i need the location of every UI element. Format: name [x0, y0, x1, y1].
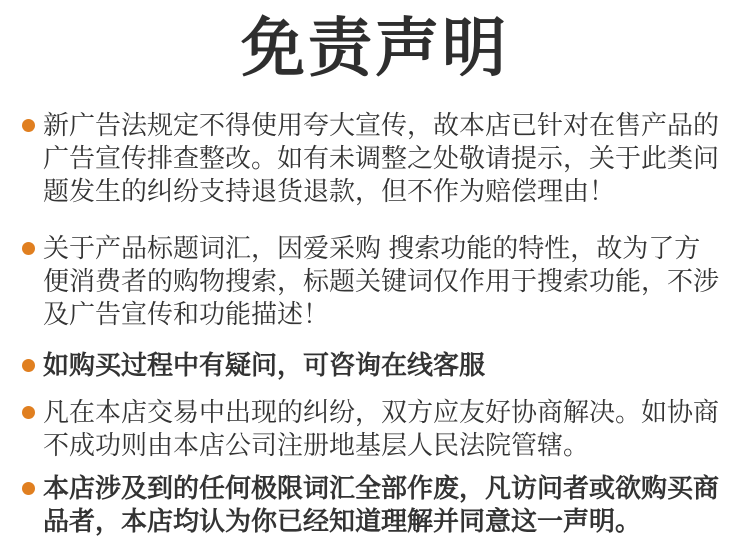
- list-item: [22, 472, 720, 538]
- bullet-dot-icon: [22, 242, 35, 255]
- list-item: [22, 349, 720, 382]
- page-title: 免责声明: [241, 12, 509, 84]
- list-item-text: 关于产品标题词汇，因爱采购 搜索功能的特性，故为了方便消费者的购物搜索，标题关键词仅作用于搜索功能，不涉及广告宣传和功能描述！: [43, 233, 720, 329]
- list-item-text: 如购买过程中有疑问，可咨询在线客服: [43, 350, 486, 380]
- list-item: [22, 232, 720, 331]
- bullet-dot-icon: [22, 406, 35, 419]
- bullet-dot-icon: [22, 359, 35, 372]
- bullet-dot-icon: [22, 482, 35, 495]
- list-item-text: 新广告法规定不得使用夸大宣传，故本店已针对在售产品的广告宣传排查整改。如有未调整之处敬请提示，关于此类问题发生的纠纷支持退货退款，但不作为赔偿理由！: [43, 110, 720, 206]
- disclaimer-list: [0, 109, 750, 538]
- list-item-text: 本店涉及到的任何极限词汇全部作废，凡访问者或欲购买商品者，本店均认为你已经知道理解并同意这一声明。: [43, 473, 720, 536]
- list-item-text: 凡在本店交易中出现的纠纷，双方应友好协商解决。如协商不成功则由本店公司注册地基层人民法院管辖。: [43, 397, 720, 460]
- list-item: [22, 109, 720, 208]
- bullet-dot-icon: [22, 119, 35, 132]
- list-item: [22, 396, 720, 462]
